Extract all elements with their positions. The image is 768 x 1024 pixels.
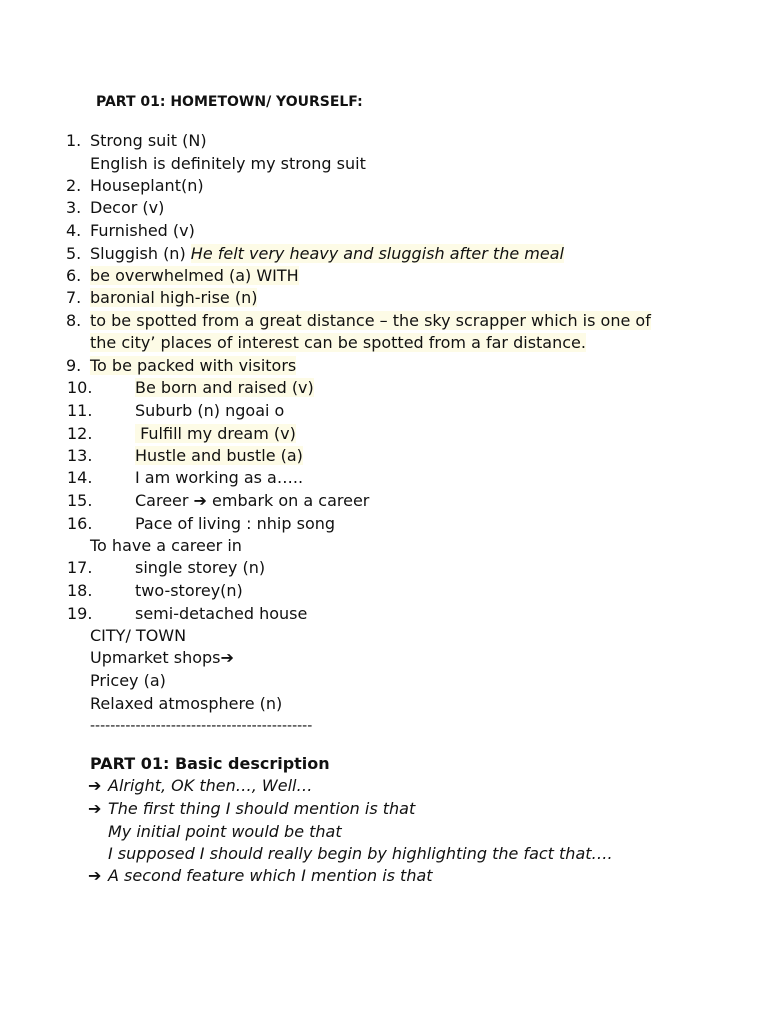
highlighted-text: baronial high-rise (n) xyxy=(90,288,258,307)
item-number: 6. xyxy=(66,266,82,285)
arrow-icon: ➔ xyxy=(88,799,102,818)
item-number: 17. xyxy=(67,558,93,577)
item-number: 9. xyxy=(66,356,82,375)
item-number: 1. xyxy=(66,131,82,150)
highlighted-text: be overwhelmed (a) WITH xyxy=(90,266,299,285)
highlighted-text: the city’ places of interest can be spotted from a far distance. xyxy=(90,333,586,352)
item-number: 16. xyxy=(67,514,93,533)
list-item xyxy=(90,244,564,264)
item-number: 11. xyxy=(67,401,93,420)
list-item: Houseplant(n) xyxy=(90,176,204,195)
list-item xyxy=(90,288,257,308)
item-number: 8. xyxy=(66,311,82,330)
list-item: single storey (n) xyxy=(135,558,266,577)
list-item: I am working as a….. xyxy=(135,468,304,487)
list-item: Strong suit (N) xyxy=(90,131,207,150)
item-number: 18. xyxy=(67,581,93,600)
list-item: Decor (v) xyxy=(90,198,165,217)
item-number: 4. xyxy=(66,221,82,240)
list-item: Relaxed atmosphere (n) xyxy=(90,694,283,713)
list-item: Suburb (n) ngoai o xyxy=(135,401,285,420)
phrase-item: The first thing I should mention is that xyxy=(108,799,416,818)
list-item: English is definitely my strong suit xyxy=(90,154,366,173)
highlighted-text: Be born and raised (v) xyxy=(135,378,314,397)
phrase-item: Alright, OK then…, Well… xyxy=(108,776,313,795)
list-item xyxy=(90,266,299,286)
list-item: Pricey (a) xyxy=(90,671,166,690)
arrow-icon: ➔ xyxy=(88,776,102,795)
item-number: 5. xyxy=(66,244,82,263)
item-number: 2. xyxy=(66,176,82,195)
phrase-item: I supposed I should really begin by highlighting the fact that…. xyxy=(108,844,613,863)
list-item: semi-detached house xyxy=(135,604,308,623)
item-number: 10. xyxy=(67,378,93,397)
item-number: 7. xyxy=(66,288,82,307)
list-item: Career ➔ embark on a career xyxy=(135,491,370,510)
list-item xyxy=(90,333,586,353)
item-number: 12. xyxy=(67,424,93,443)
highlighted-text: Hustle and bustle (a) xyxy=(135,446,303,465)
list-item: Upmarket shops➔ xyxy=(90,648,234,667)
list-item: To have a career in xyxy=(90,536,242,555)
list-item xyxy=(135,424,296,444)
section-title: PART 01: Basic description xyxy=(90,754,330,773)
phrase-item: A second feature which I mention is that xyxy=(108,866,433,885)
arrow-icon: ➔ xyxy=(88,866,102,885)
page-title: PART 01: HOMETOWN/ YOURSELF: xyxy=(96,94,363,110)
item-number: 15. xyxy=(67,491,93,510)
example-sentence: He felt very heavy and sluggish after the meal xyxy=(190,244,564,263)
item-number: 13. xyxy=(67,446,93,465)
item-number: 14. xyxy=(67,468,93,487)
highlighted-text: Fulfill my dream (v) xyxy=(135,424,296,443)
item-number: 19. xyxy=(67,604,93,623)
list-item: CITY/ TOWN xyxy=(90,626,187,645)
list-item: two-storey(n) xyxy=(135,581,243,600)
list-item xyxy=(90,356,296,376)
highlighted-text: to be spotted from a great distance – the sky scrapper which is one of xyxy=(90,311,651,330)
list-item xyxy=(135,378,314,398)
phrase-item: My initial point would be that xyxy=(108,822,342,841)
list-item-term: Sluggish (n) xyxy=(90,244,191,263)
list-item xyxy=(135,446,303,466)
highlighted-text: To be packed with visitors xyxy=(90,356,297,375)
list-item: Furnished (v) xyxy=(90,221,195,240)
list-item xyxy=(90,311,651,331)
list-item: Pace of living : nhip song xyxy=(135,514,336,533)
divider-line: -------------------------------------------- xyxy=(90,718,313,734)
item-number: 3. xyxy=(66,198,82,217)
